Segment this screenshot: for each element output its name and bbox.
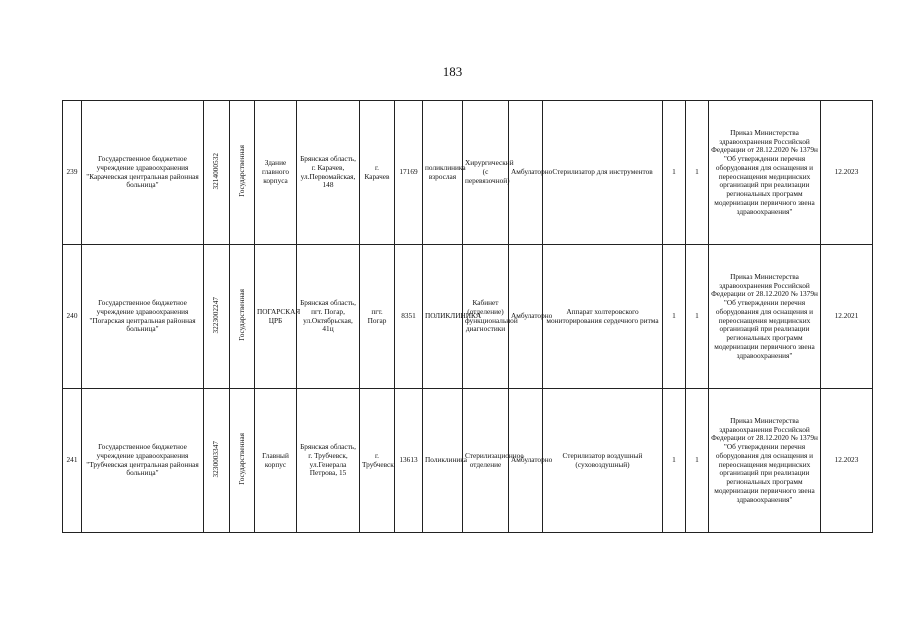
population: 8351 (395, 245, 423, 389)
locality: г. Карачев (360, 101, 395, 245)
due-date: 12.2021 (821, 245, 873, 389)
unit-type: поликлиника взрослая (423, 101, 463, 245)
institution-name: Государственное бюджетное учреждение здравоохранения "Трубчевская центральная районная больница" (82, 389, 204, 533)
row-number: 239 (63, 101, 82, 245)
inn: 3223002247 (211, 296, 221, 334)
care-form: Амбулаторно (509, 101, 543, 245)
row-number: 241 (63, 389, 82, 533)
inn-cell (204, 389, 230, 533)
department: Стерилизационное отделение (463, 389, 509, 533)
unit-type: ПОЛИКЛИНИКА (423, 245, 463, 389)
ownership-cell (230, 101, 255, 245)
page-number: 183 (442, 64, 463, 79)
ownership-cell (230, 245, 255, 389)
equipment-name: Стерилизатор для инструментов (543, 101, 663, 245)
table-row (63, 389, 873, 533)
table-row (63, 101, 873, 245)
inn-cell (204, 101, 230, 245)
address: Брянская область, г. Карачев, ул.Первомайская, 148 (297, 101, 360, 245)
ownership: Государственная (236, 433, 246, 486)
care-form: Амбулаторно (509, 389, 543, 533)
locality: пгт. Погар (360, 245, 395, 389)
inn-cell (204, 245, 230, 389)
population: 13613 (395, 389, 423, 533)
quantity-b: 1 (686, 245, 709, 389)
due-date: 12.2023 (821, 389, 873, 533)
inn: 3230003347 (211, 440, 221, 478)
ownership: Государственная (236, 145, 246, 198)
institution-name: Государственное бюджетное учреждение здравоохранения "Погарская центральная районная больница" (82, 245, 204, 389)
table-row (63, 245, 873, 389)
due-date: 12.2023 (821, 101, 873, 245)
quantity-a: 1 (663, 389, 686, 533)
address: Брянская область, пгт. Погар, ул.Октябрьская, 41ц (297, 245, 360, 389)
quantity-b: 1 (686, 101, 709, 245)
ownership-cell (230, 389, 255, 533)
legal-basis: Приказ Министерства здравоохранения Российской Федерации от 28.12.2020 № 1379н "Об утверждении перечня оборудования для оснащения и переоснащения медицинских организаций при реализации региональных программ модернизации первичного звена здравоохранения" (709, 101, 821, 245)
population: 17169 (395, 101, 423, 245)
locality: г. Трубчевск (360, 389, 395, 533)
quantity-a: 1 (663, 245, 686, 389)
department: Хирургический (с перевязочной) (463, 101, 509, 245)
quantity-b: 1 (686, 389, 709, 533)
equipment-registry-table (62, 100, 873, 533)
building: ПОГАРСКАЯ ЦРБ (255, 245, 297, 389)
quantity-a: 1 (663, 101, 686, 245)
building: Здание главного корпуса (255, 101, 297, 245)
institution-name: Государственное бюджетное учреждение здравоохранения "Карачевская центральная районная больница" (82, 101, 204, 245)
department: Кабинет (отделение) функциональной диагностики (463, 245, 509, 389)
building: Главный корпус (255, 389, 297, 533)
care-form: Амбулаторно (509, 245, 543, 389)
ownership: Государственная (236, 289, 246, 342)
inn: 3214000532 (211, 152, 221, 190)
equipment-name: Аппарат холтеровского мониторирования сердечного ритма (543, 245, 663, 389)
legal-basis: Приказ Министерства здравоохранения Российской Федерации от 28.12.2020 № 1379н "Об утверждении перечня оборудования для оснащения и переоснащения медицинских организаций при реализации региональных программ модернизации первичного звена здравоохранения" (709, 389, 821, 533)
unit-type: Поликлиника (423, 389, 463, 533)
equipment-name: Стерилизатор воздушный (суховоздушный) (543, 389, 663, 533)
row-number: 240 (63, 245, 82, 389)
address: Брянская область, г. Трубчевск, ул.Генерала Петрова, 15 (297, 389, 360, 533)
legal-basis: Приказ Министерства здравоохранения Российской Федерации от 28.12.2020 № 1379н "Об утверждении перечня оборудования для оснащения и переоснащения медицинских организаций при реализации региональных программ модернизации первичного звена здравоохранения" (709, 245, 821, 389)
